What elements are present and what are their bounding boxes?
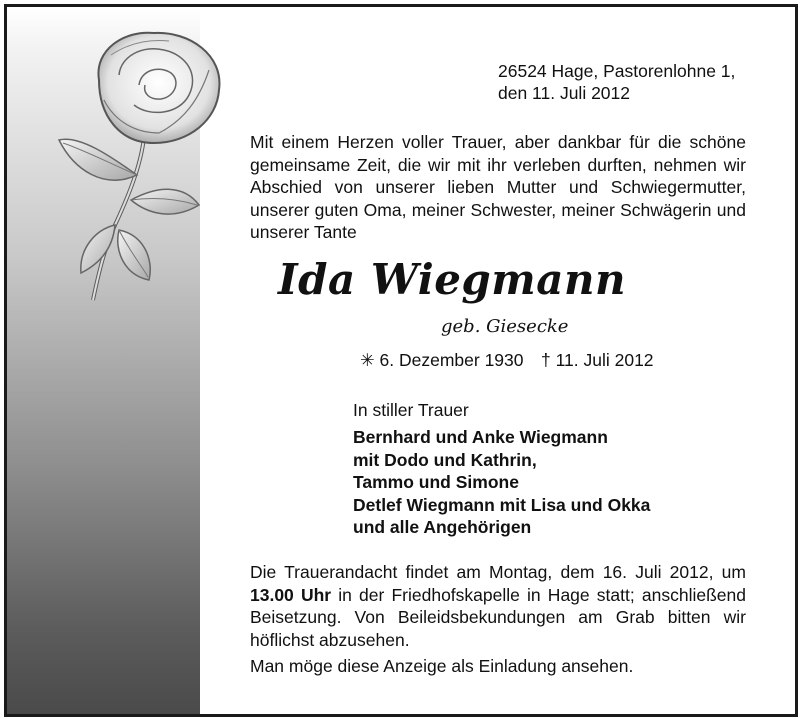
obituary-notice (4, 4, 798, 717)
service-text: Die Trauerandacht findet am Montag, dem 16. Juli 2012, um (250, 562, 746, 582)
birth-date: ✳ 6. Dezember 1930 (360, 350, 524, 370)
service-time: 13.00 Uhr (250, 584, 332, 605)
service-text: in der Friedhofskapelle in Hage statt; anschließend Beisetzung. Von Beileidsbekundungen am Grab bitten wir höflichst abzusehen. (250, 584, 746, 650)
service-paragraph (250, 561, 746, 651)
intro-paragraph: Mit einem Herzen voller Trauer, aber dankbar für die schöne gemeinsame Zeit, die wir mit ihr verleben durften, nehmen wir Abschied von unserer lieben Mutter und Schwiegermutter, unserer guten Oma, meiner Schwester, meiner Schwägerin und unserer Tante (250, 132, 746, 242)
mourner-line: mit Dodo und Kathrin, (353, 449, 537, 470)
mourners-list (353, 426, 650, 539)
mourner-line: Bernhard und Anke Wiegmann (353, 427, 608, 447)
deceased-name: Ida Wiegmann (277, 255, 627, 304)
death-date: † 11. Juli 2012 (541, 350, 654, 370)
mourner-line: und alle Angehörigen (353, 517, 532, 537)
mourning-intro: In stiller Trauer (353, 400, 469, 420)
closing-line: Man möge diese Anzeige als Einladung ansehen. (250, 656, 634, 676)
date-line: den 11. Juli 2012 (498, 83, 631, 103)
mourner-line: Tammo und Simone (353, 472, 519, 492)
address-block (498, 60, 735, 104)
address-line: 26524 Hage, Pastorenlohne 1, (498, 61, 736, 81)
maiden-name: geb. Giesecke (441, 316, 569, 337)
mourner-line: Detlef Wiegmann mit Lisa und Okka (353, 494, 651, 515)
